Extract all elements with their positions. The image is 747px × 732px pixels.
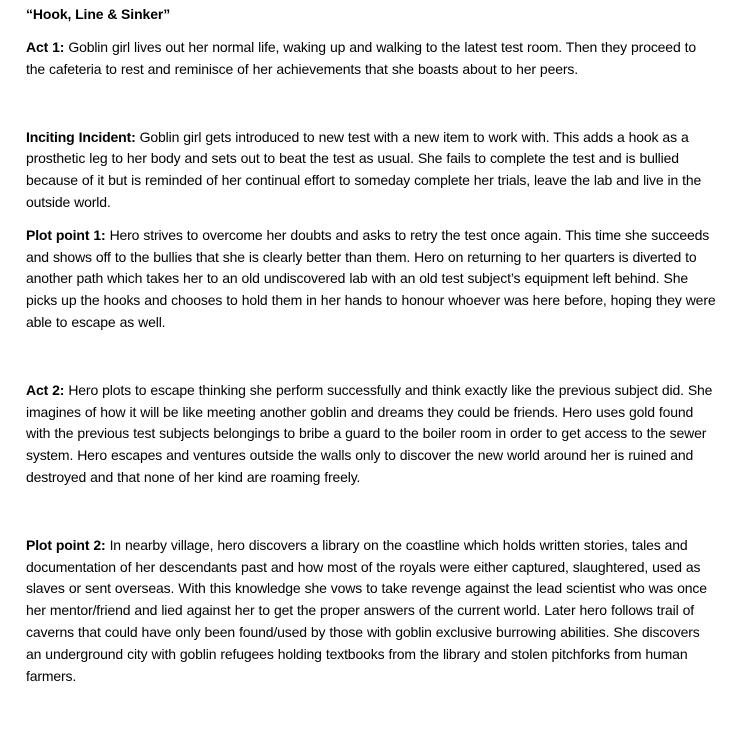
section-inciting-incident [26, 127, 716, 214]
section-act-2 [26, 380, 716, 489]
section-label: Inciting Incident: [26, 128, 136, 145]
section-label: Plot point 2: [26, 536, 106, 553]
section-label: Act 2: [26, 381, 65, 398]
section-act-1 [26, 37, 716, 81]
section-text: Goblin girl gets introduced to new test with a new item to work with. This adds a hook as a prosthetic leg to her body and sets out to beat the test as usual. She fails to complete the test and is bullied because of it but is reminded of her continual effort to someday complete her trials, leave the lab and live in the outside world. [26, 128, 702, 210]
section-text: Goblin girl lives out her normal life, waking up and walking to the latest test room. Then they proceed to the cafeteria to rest and reminisce of her achievements that she boasts about to her peers. [26, 39, 696, 77]
document-page [26, 0, 716, 687]
section-plot-point-1 [26, 225, 716, 334]
section-label: Act 1: [26, 39, 65, 55]
section-text: Hero plots to escape thinking she perform successfully and think exactly like the previous subject did. She imagines of how it will be like meeting another goblin and dreams they could be friends. Hero uses gold found with the previous test subjects belongings to bribe a guard to the boiler room in order to get access to the sewer system. Hero escapes and ventures outside the walls only to discover the new world around her is ruined and destroyed and that none of her kind are roaming freely. [26, 381, 713, 485]
section-text: In nearby village, hero discovers a library on the coastline which holds written stories, tales and documentation of her descendants past and how most of the royals were either captured, slaughtered, used as slaves or sent overseas. With this knowledge she vows to take revenge against the lead scientist who was once her mentor/friend and lied against her to get the proper answers of the current world. Later hero follows trail of caverns that could have only been found/used by those with goblin exclusive burrowing abilities. She discovers an underground city with goblin refugees holding textbooks from the library and stolen pitchforks from human farmers. [26, 536, 707, 684]
document-title: “Hook, Line & Sinker” [26, 6, 171, 22]
section-plot-point-2 [26, 535, 716, 688]
section-text: Hero strives to overcome her doubts and asks to retry the test once again. This time she succeeds and shows off to the bullies that she is clearly better than them. Hero on returning to her quarters is diverted to another path which takes her to an old undiscovered lab with an old test subject’s equipment left behind. She picks up the hooks and chooses to hold them in her hands to honour whoever was here before, hoping they were able to escape as well. [26, 226, 716, 330]
section-label: Plot point 1: [26, 226, 106, 243]
